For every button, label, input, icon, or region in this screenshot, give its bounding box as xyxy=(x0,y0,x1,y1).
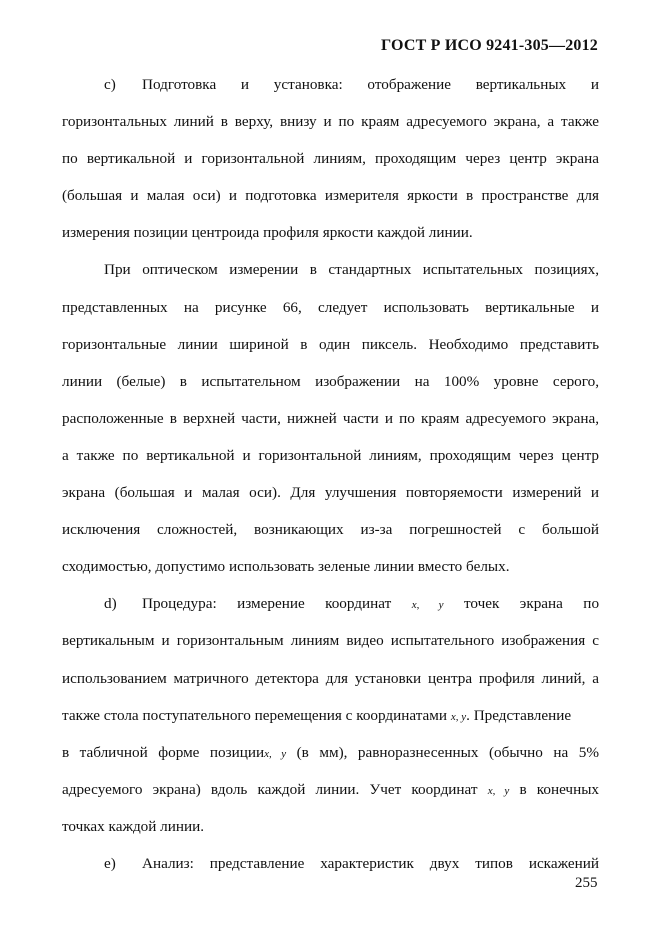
text-line: При оптическом измерении в стандартных испытательных позициях, xyxy=(104,261,599,279)
text-line: вертикальным и горизонтальным линиям видео испытательного изображения с xyxy=(62,632,599,650)
item-label: e) xyxy=(104,854,116,872)
text-span: . Представление xyxy=(466,706,572,724)
text-line: использованием матричного детектора для установки центра профиля линий, а xyxy=(62,669,599,687)
text-line: горизонтальных линий в верху, внизу и по краям адресуемого экрана, а также xyxy=(62,113,599,131)
text-span: точек экрана по xyxy=(464,595,600,613)
document-body xyxy=(62,66,599,882)
text-line: линии (белые) в испытательном изображении на 100% уровне серого, xyxy=(62,372,599,390)
text-span: также стола поступательного перемещения с координатами xyxy=(62,706,448,724)
text-line: экрана (большая и малая оси). Для улучшения повторяемости измерений и xyxy=(62,484,599,502)
text-span: Подготовка и установка: отображение вертикальных и xyxy=(142,76,599,93)
text-span: в конечных xyxy=(519,780,599,798)
item-label: c) xyxy=(104,76,116,93)
text-line xyxy=(62,585,599,622)
paragraph xyxy=(62,251,599,585)
text-span: Процедура: измерение координат xyxy=(142,595,392,613)
text-span: адресуемого экрана) вдоль каждой линии. Учет координат xyxy=(62,780,478,798)
list-item-c xyxy=(62,66,599,251)
math-xy: x, y xyxy=(450,710,467,723)
text-line xyxy=(62,734,599,771)
text-line xyxy=(62,771,599,808)
text-line: горизонтальные линии шириной в один пиксель. Необходимо представить xyxy=(62,335,599,353)
math-xy: x, y xyxy=(411,599,444,612)
text-span: в табличной форме позиции xyxy=(62,743,265,761)
text-line: а также по вертикальной и горизонтальной линиям, проходящим через центр xyxy=(62,446,599,464)
text-line: по вертикальной и горизонтальной линиям, проходящим через центр экрана xyxy=(62,150,599,168)
list-item-e xyxy=(62,845,599,882)
text-line: исключения сложностей, возникающих из-за погрешностей с большой xyxy=(62,521,599,539)
text-line xyxy=(62,66,599,103)
text-span: (в мм), равноразнесенных (обычно на 5% xyxy=(296,743,599,761)
text-line xyxy=(62,697,599,734)
math-xy: x, y xyxy=(264,747,287,760)
text-line: измерения позиции центроида профиля яркости каждой линии. xyxy=(62,224,473,242)
text-span: Анализ: представление характеристик двух типов искажений xyxy=(142,854,599,872)
item-label: d) xyxy=(104,595,117,613)
list-item-d xyxy=(62,585,599,845)
text-line: точках каждой линии. xyxy=(62,817,205,835)
text-line: сходимостью, допустимо использовать зеленые линии вместо белых. xyxy=(62,558,510,576)
text-line xyxy=(62,845,599,882)
text-line: расположенные в верхней части, нижней части и по краям адресуемого экрана, xyxy=(62,409,599,427)
document-code-header: ГОСТ Р ИСО 9241-305—2012 xyxy=(381,37,598,54)
page-number: 255 xyxy=(575,875,598,891)
math-xy: x, y xyxy=(487,784,510,797)
text-line: (большая и малая оси) и подготовка измерителя яркости в пространстве для xyxy=(62,187,599,205)
text-line: представленных на рисунке 66, следует использовать вертикальные и xyxy=(62,298,599,316)
